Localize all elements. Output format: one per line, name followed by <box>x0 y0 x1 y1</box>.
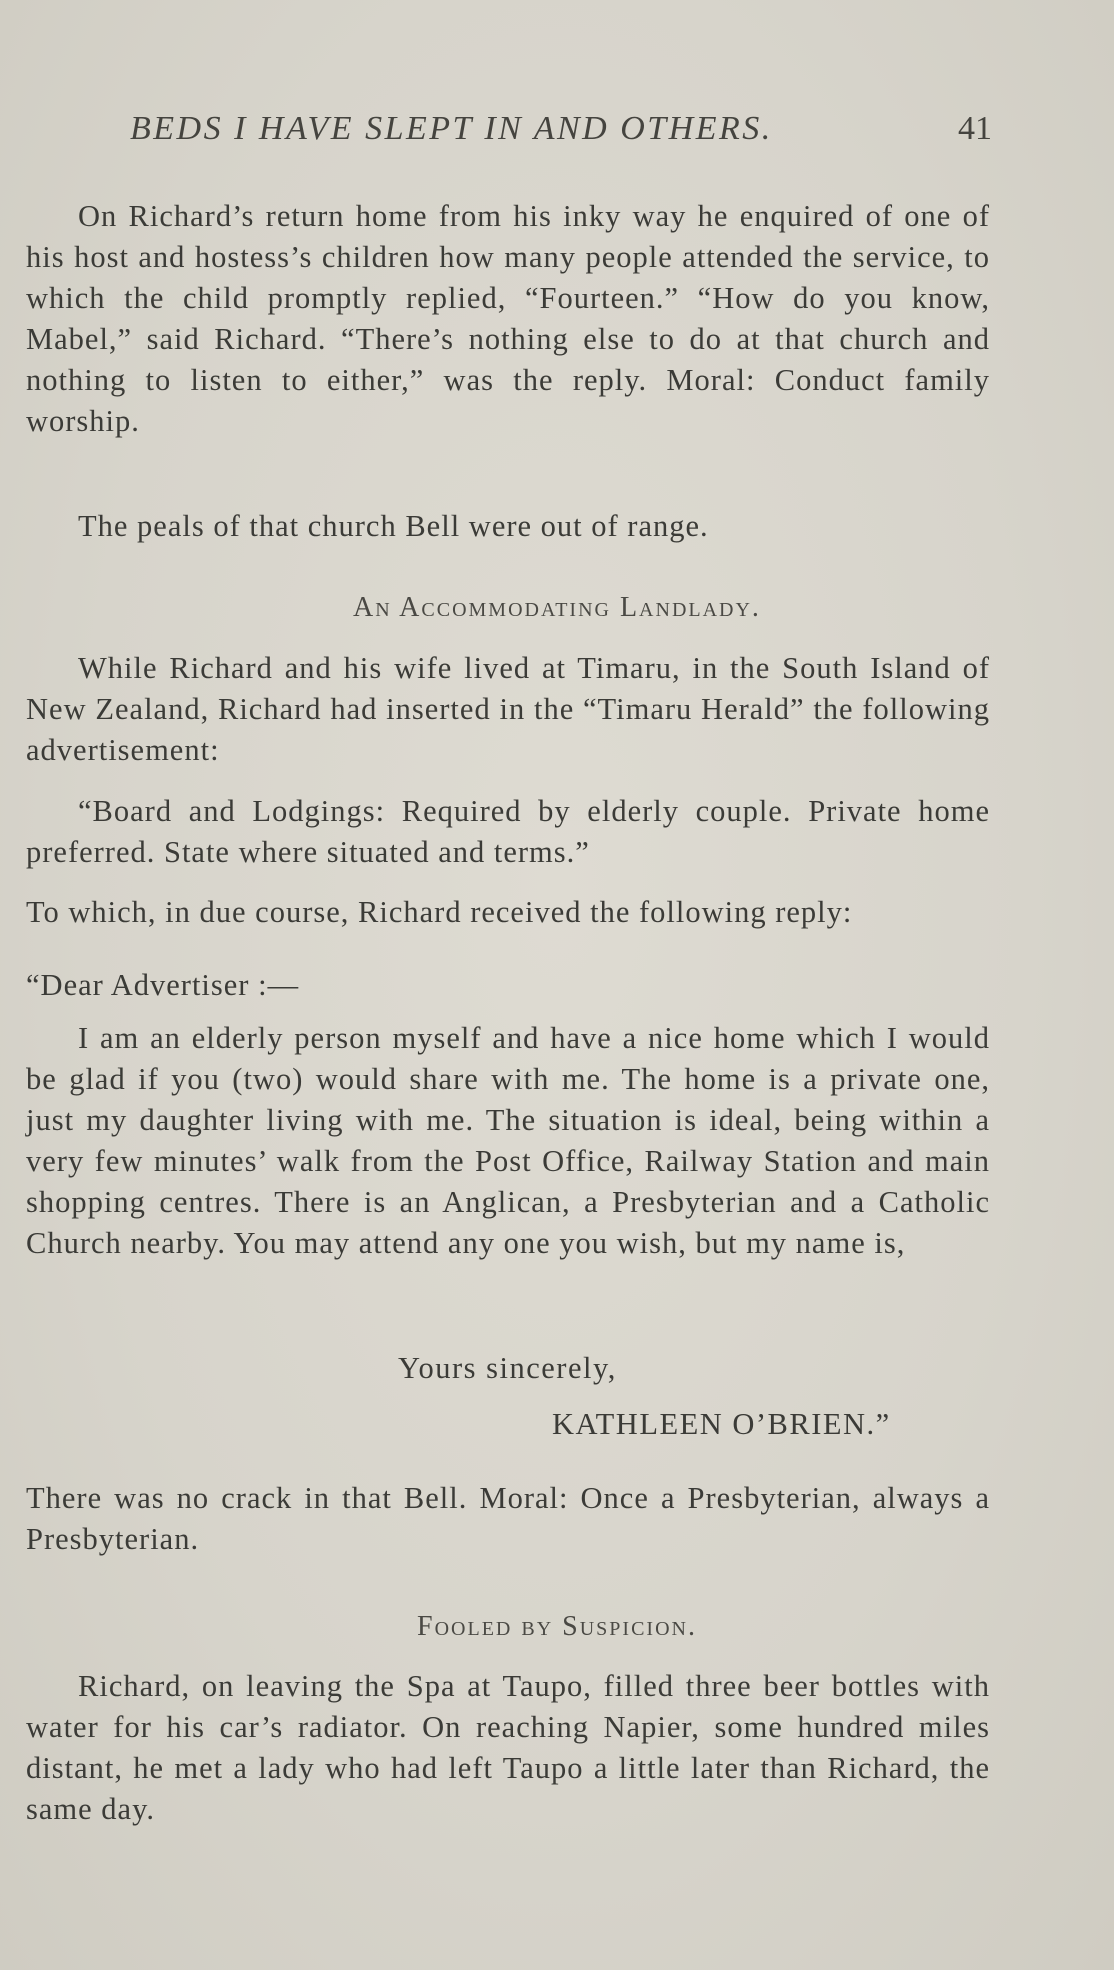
paragraph-taupo: Richard, on leaving the Spa at Taupo, filled three beer bottles with water for his car’s radiator. On reaching Napier, some hundred miles distant, he met a lady who had left Taupo a little later than Richard, the same day. <box>26 1669 990 1826</box>
letter-signature: KATHLEEN O’BRIEN.” <box>552 1407 891 1441</box>
paragraph-advertisement: “Board and Lodgings: Required by elderly couple. Private home preferred. State where situated and terms.” <box>26 794 990 869</box>
letter-body: I am an elderly person myself and have a nice home which I would be glad if you (two) would share with me. The home is a private one, just my daughter living with me. The situation is ideal, being within a very few minutes’ walk from the Post Office, Railway Station and main shopping centres. There is an Anglican, a Presbyterian and a Catholic Church nearby. You may attend any one you wish, but my name is, <box>26 1021 990 1260</box>
running-title: BEDS I HAVE SLEPT IN AND OTHERS. <box>130 110 773 147</box>
running-head <box>130 110 992 158</box>
page-number: 41 <box>958 110 992 147</box>
section-heading-landlady: An Accommodating Landlady. <box>353 592 761 623</box>
letter-closing: Yours sincerely, <box>398 1351 617 1385</box>
section-heading-suspicion: Fooled by Suspicion. <box>417 1611 697 1642</box>
paragraph-church-service: On Richard’s return home from his inky way he enquired of one of his host and hostess’s children how many people attended the service, to which the child promptly replied, “Fourteen.” “How do you know, Mabel,” said Richard. “There’s nothing else to do at that church and nothing to listen to either,” was the reply. Moral: Conduct family worship. <box>26 199 990 438</box>
letter-salutation: “Dear Advertiser :— <box>26 968 300 1002</box>
paragraph-timaru: While Richard and his wife lived at Timaru, in the South Island of New Zealand, Richard had inserted in the “Timaru Herald” the following advertisement: <box>26 651 990 767</box>
paragraph-church-bell: The peals of that church Bell were out of range. <box>78 509 709 543</box>
paragraph-moral: There was no crack in that Bell. Moral: Once a Presbyterian, always a Presbyterian. <box>26 1481 990 1556</box>
paragraph-reply-intro: To which, in due course, Richard received the following reply: <box>26 895 853 929</box>
